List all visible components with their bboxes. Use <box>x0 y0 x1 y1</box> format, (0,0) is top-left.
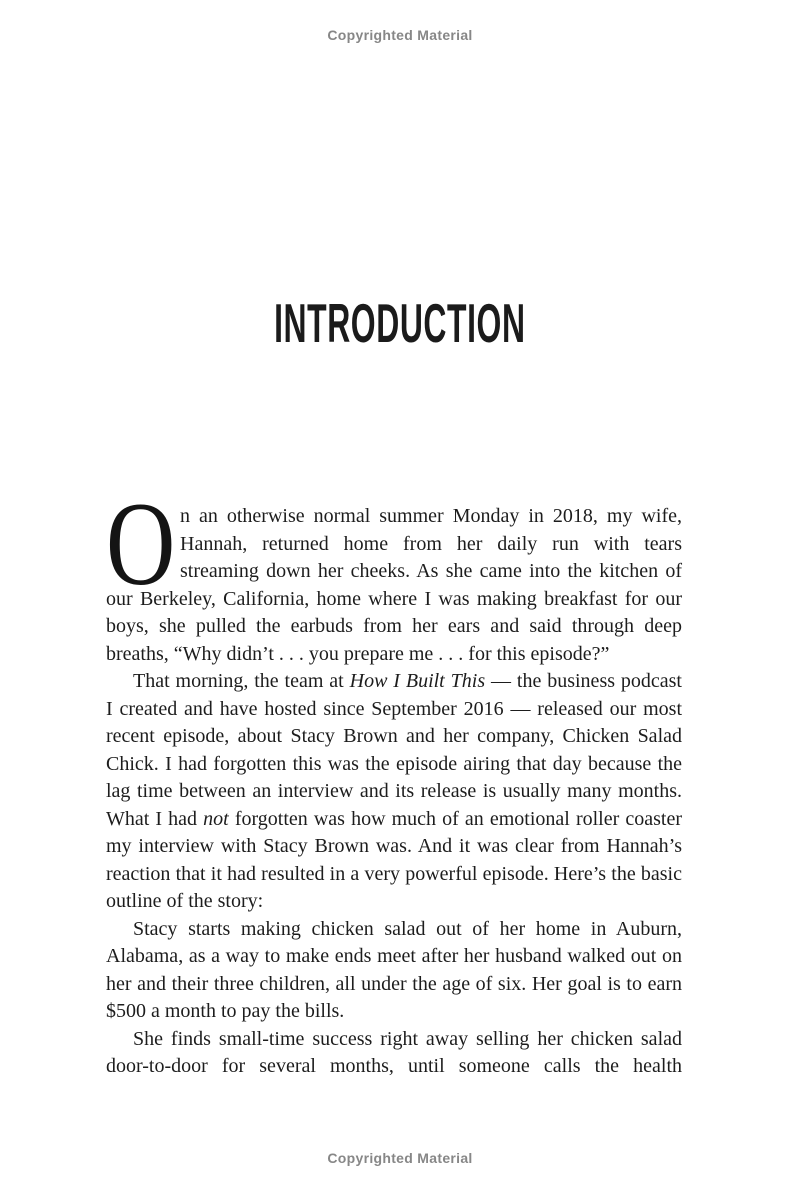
copyright-notice-bottom: Copyrighted Material <box>327 1150 473 1166</box>
body-text <box>106 477 682 1081</box>
copyright-notice-top: Copyrighted Material <box>327 27 473 43</box>
paragraph-podcast-text-1: That morning, the team at <box>133 670 350 692</box>
paragraph-podcast <box>106 668 682 916</box>
chapter-title <box>0 292 800 354</box>
chapter-title-text: INTRODUCTION <box>274 292 526 354</box>
paragraph-podcast-text-2: — the business podcast I created and have hosted since September 2016 — released our most recent episode, about Stacy Brown and her company, Chicken Salad Chick. I had forgotten this was the episode airing that day because the lag time between an interview and its release is usually many months. What I had <box>106 670 682 830</box>
paragraph-stacy-text: Stacy starts making chicken salad out of her home in Auburn, Alabama, as a way to make ends meet after her husband walked out on her and their three children, all under the age of six. Her goal is to earn $500 a month to pay the bills. <box>106 917 682 1022</box>
paragraph-success-text: She finds small-time success right away selling her chicken salad door-to-door for several months, until someone calls the health <box>106 1027 682 1077</box>
paragraph-opening <box>106 477 682 668</box>
paragraph-podcast-text-3: forgotten was how much of an emotional roller coaster my interview with Stacy Brown was. And it was clear from Hannah’s reaction that it had resulted in a very powerful episode. Here’s the basic outline of the story: <box>106 807 682 912</box>
paragraph-podcast-italic-title: How I Built This <box>349 670 486 692</box>
drop-cap: O <box>106 477 176 610</box>
paragraph-opening-text: n an otherwise normal summer Monday in 2018, my wife, Hannah, returned home from her daily run with tears streaming down her cheeks. As she came into the kitchen of our Berkeley, California, home where I was making breakfast for our boys, she pulled the earbuds from her ears and said through deep breaths, “Why didn’t . . . you prepare me . . . for this episode?” <box>106 505 682 665</box>
paragraph-success <box>106 1026 682 1081</box>
paragraph-podcast-italic-not: not <box>203 807 229 830</box>
paragraph-stacy <box>106 916 682 1026</box>
